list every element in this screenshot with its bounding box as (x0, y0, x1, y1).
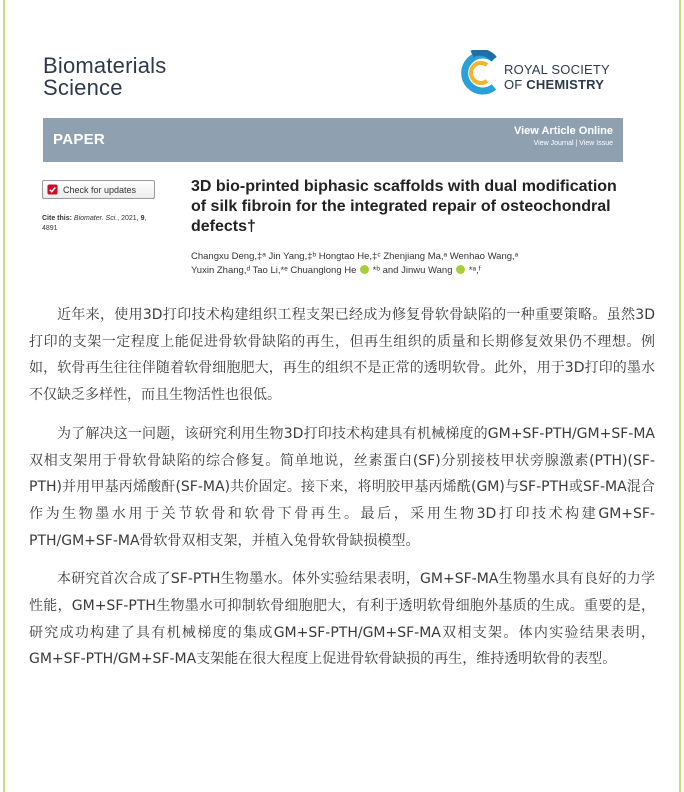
publisher-line2: OF CHEMISTRY (504, 77, 605, 92)
citation: Cite this: Biomater. Sci., 2021, 9, 4891 (42, 215, 147, 232)
check-for-updates-button[interactable] (42, 180, 155, 199)
article-title: 3D bio-printed biphasic scaffolds with dual modification of silk fibroin for the integrated repair of osteochondral defects† (191, 178, 617, 235)
publisher-logo (460, 48, 630, 100)
paragraph: 本研究首次合成了SF-PTH生物墨水。体外实验结果表明，GM+SF-MA生物墨水具有良好的力学性能，GM+SF-PTH生物墨水可抑制软骨细胞肥大，有利于透明软骨细胞外基质的生成。重要的是，研究成功构建了具有机械梯度的集成GM+SF-PTH/GM+SF-MA双相支架。体内实验结果表明，GM+SF-PTH/GM+SF-MA支架能在很大程度上促进骨软骨缺损的再生，维持透明软骨的表型。 (29, 571, 655, 668)
journal-name-line1: Biomaterials (43, 53, 167, 78)
author-line-2: Yuxin Zhang,ᵈ Tao Li,*ᵉ Chuanglong He *ᵇ and Jinwu Wang *ᵃ,ᶠ (191, 265, 481, 276)
right-border (679, 0, 681, 792)
journal-name (43, 55, 166, 99)
article-body (29, 302, 655, 685)
paragraph: 为了解决这一问题，该研究利用生物3D打印技术构建具有机械梯度的GM+SF-PTH/GM+SF-MA双相支架用于骨软骨缺陷的综合修复。简单地说，丝素蛋白(SF)分别接枝甲状旁腺激素(PTH)(SF-PTH)并用甲基丙烯酸酐(SF-MA)共价固定。接下来，将明胶甲基丙烯酰(GM)与SF-PTH或SF-MA混合作为生物墨水用于关节软骨和软骨下骨再生。最后，采用生物3D打印技术构建GM+SF-PTH/GM+SF-MA骨软骨双相支架，并植入兔骨软骨缺损模型。 (29, 425, 655, 549)
view-journal-link[interactable]: View Journal (533, 140, 574, 147)
author-list (191, 250, 631, 278)
rsc-c-icon (460, 50, 500, 96)
link-separator: | (573, 140, 580, 147)
article-type-label: PAPER (53, 131, 106, 148)
article-type-banner (43, 118, 623, 162)
cite-year: , 2021, (117, 215, 141, 222)
check-for-updates-label: Check for updates (63, 184, 137, 195)
cite-label: Cite this: (42, 215, 72, 222)
cite-volume: 9 (140, 215, 145, 222)
view-issue-link[interactable]: View Issue (579, 140, 613, 147)
cite-journal: Biomater. Sci. (73, 215, 118, 222)
orcid-icon[interactable] (360, 265, 369, 274)
view-links (534, 140, 613, 147)
paragraph: 近年来，使用3D打印技术构建组织工程支架已经成为修复骨软骨缺陷的一种重要策略。虽然3D打印的支架一定程度上能促进骨软骨缺陷的再生，但再生组织的质量和长期修复效果仍不理想。例如，软骨再生往往伴随着软骨细胞肥大，再生的组织不是正常的透明软骨。此外，用于3D打印的墨水不仅缺乏多样性，而且生物活性也很低。 (29, 307, 655, 404)
orcid-icon[interactable] (456, 265, 465, 274)
left-border (3, 0, 5, 792)
journal-name-line2: Science (43, 75, 123, 100)
cite-pages: 4891 (42, 225, 58, 232)
view-article-online-link[interactable]: View Article Online (513, 125, 613, 137)
check-updates-icon (47, 184, 58, 195)
author-line-1: Changxu Deng,‡ᵃ Jin Yang,‡ᵇ Hongtao He,‡ᶜ Zhenjiang Ma,ᵃ Wenhao Wang,ᵃ (191, 251, 519, 262)
publisher-line1: ROYAL SOCIETY (504, 62, 610, 77)
